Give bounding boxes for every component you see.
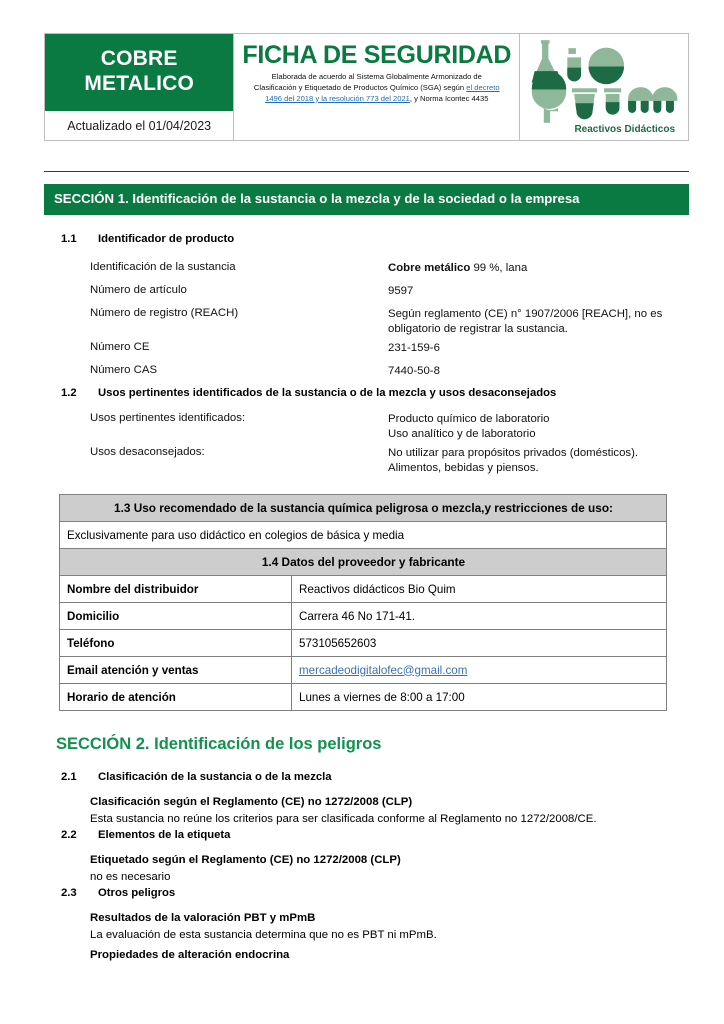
label-horario: Horario de atención xyxy=(60,684,292,711)
document-header xyxy=(44,33,689,141)
subsection-1-2-number: 1.2 xyxy=(61,387,77,399)
row-numero-articulo xyxy=(90,284,690,299)
value-usos-desaconsejados-line2: Alimentos, bebidas y piensos. xyxy=(388,461,539,474)
value-identificacion-sustancia-bold: Cobre metálico xyxy=(388,262,471,274)
table-row-1-4-header xyxy=(60,549,667,576)
row-identificacion-sustancia xyxy=(90,261,690,276)
value-domicilio: Carrera 46 No 171-41. xyxy=(292,603,667,630)
header-title-block xyxy=(234,34,520,140)
bioquim-logo-icon xyxy=(529,39,679,125)
email-link[interactable]: mercadeodigitalofec@gmail.com xyxy=(299,663,468,677)
subsection-2-1-subtitle: Clasificación según el Reglamento (CE) no 1272/2008 (CLP) xyxy=(90,796,413,808)
subtitle-text-part2: , y Norma Icontec 4435 xyxy=(409,93,489,103)
subsection-2-1-heading xyxy=(56,771,332,783)
row-numero-ce xyxy=(90,341,690,356)
label-usos-pertinentes: Usos pertinentes identificados: xyxy=(90,412,246,424)
header-logo-block xyxy=(520,34,688,140)
value-email-cell xyxy=(292,657,667,684)
subsection-2-3-title: Otros peligros xyxy=(98,887,176,899)
subsection-2-1-title: Clasificación de la sustancia o de la mezcla xyxy=(98,771,332,783)
value-usos-pertinentes-line1: Producto químico de laboratorio xyxy=(388,413,550,425)
last-updated-label: Actualizado el 01/04/2023 xyxy=(45,111,233,140)
subsection-2-2-title: Elementos de la etiqueta xyxy=(98,829,231,841)
value-horario: Lunes a viernes de 8:00 a 17:00 xyxy=(292,684,667,711)
section-1-header: SECCIÓN 1. Identificación de la sustancia o la mezcla y de la sociedad o la empresa xyxy=(44,184,689,215)
subsection-2-2-subtitle: Etiquetado según el Reglamento (CE) no 1272/2008 (CLP) xyxy=(90,854,401,866)
label-numero-articulo: Número de artículo xyxy=(90,284,187,296)
subsection-1-2-title: Usos pertinentes identificados de la sustancia o de la mezcla y usos desaconsejados xyxy=(98,387,557,399)
subsection-2-1-number: 2.1 xyxy=(61,771,77,783)
table-row-distribuidor xyxy=(60,576,667,603)
value-numero-registro-reach: Según reglamento (CE) n° 1907/2006 [REACH], no es obligatorio de registrar la sustancia. xyxy=(388,308,663,335)
row-numero-registro-reach xyxy=(90,307,690,337)
product-name-line2: METALICO xyxy=(84,71,195,95)
bioquim-logo xyxy=(529,39,679,135)
subsection-2-3-number: 2.3 xyxy=(61,887,77,899)
document-subtitle xyxy=(251,72,503,104)
table-row-1-3-content xyxy=(60,522,667,549)
label-telefono: Teléfono xyxy=(60,630,292,657)
label-usos-desaconsejados: Usos desaconsejados: xyxy=(90,446,205,458)
table-row-email xyxy=(60,657,667,684)
value-nombre-distribuidor: Reactivos didácticos Bio Quim xyxy=(292,576,667,603)
row-usos-pertinentes xyxy=(90,412,690,442)
subsection-2-3-heading xyxy=(56,887,175,899)
value-numero-articulo: 9597 xyxy=(388,285,414,297)
header-product-block xyxy=(45,34,234,140)
value-numero-ce: 231-159-6 xyxy=(388,342,440,354)
table-row-horario xyxy=(60,684,667,711)
subsection-1-2-heading xyxy=(56,387,556,399)
header-divider xyxy=(44,171,689,172)
subsection-2-2-text: no es necesario xyxy=(90,871,171,883)
value-usos-desaconsejados-line1: No utilizar para propósitos privados (domésticos). xyxy=(388,447,639,459)
label-numero-registro-reach: Número de registro (REACH) xyxy=(90,307,239,319)
header-1-3: 1.3 Uso recomendado de la sustancia química peligrosa o mezcla,y restricciones de uso: xyxy=(60,495,667,522)
value-identificacion-sustancia xyxy=(388,261,690,276)
subsection-2-2-heading xyxy=(56,829,230,841)
subsection-2-1-text: Esta sustancia no reúne los criterios para ser clasificada conforme al Reglamento no 1272/2008/CE. xyxy=(90,813,597,825)
subsection-1-1-number: 1.1 xyxy=(61,233,77,245)
subsection-2-3-subtitle: Resultados de la valoración PBT y mPmB xyxy=(90,912,316,924)
section-2-title: SECCIÓN 2. Identificación de los peligros xyxy=(56,735,382,753)
table-row-domicilio xyxy=(60,603,667,630)
product-name-line1: COBRE xyxy=(100,47,178,71)
row-usos-desaconsejados xyxy=(90,446,690,476)
value-telefono: 573105652603 xyxy=(292,630,667,657)
value-usos-pertinentes-line2: Uso analítico y de laboratorio xyxy=(388,427,536,440)
label-nombre-distribuidor: Nombre del distribuidor xyxy=(60,576,292,603)
label-numero-ce: Número CE xyxy=(90,341,150,353)
product-name-banner xyxy=(45,34,233,111)
subsection-2-3-text: La evaluación de esta sustancia determina que no es PBT ni mPmB. xyxy=(90,929,437,941)
label-domicilio: Domicilio xyxy=(60,603,292,630)
table-row-1-3-header xyxy=(60,495,667,522)
subtitle-text-part1: Elaborada de acuerdo al Sistema Globalmente Armonizado de Clasificación y Etiquetado de Productos Químico (SGA) según xyxy=(253,72,482,93)
value-usos-pertinentes xyxy=(388,412,690,442)
value-identificacion-sustancia-rest: 99 %, lana xyxy=(470,262,528,274)
content-1-3: Exclusivamente para uso didáctico en colegios de básica y media xyxy=(60,522,667,549)
subsection-1-1-title: Identificador de producto xyxy=(98,233,235,245)
subsection-2-2-number: 2.2 xyxy=(61,829,77,841)
header-1-4: 1.4 Datos del proveedor y fabricante xyxy=(60,549,667,576)
subsection-1-1-heading xyxy=(56,233,234,245)
supplier-info-table xyxy=(59,494,667,711)
label-numero-cas: Número CAS xyxy=(90,364,158,376)
regulation-link[interactable]: el decreto 1496 del 2018 y la resolución 773 del 2021 xyxy=(265,83,500,103)
subsection-2-3-subtitle-2: Propiedades de alteración endocrina xyxy=(90,949,290,961)
value-usos-desaconsejados xyxy=(388,446,673,476)
document-title: FICHA DE SEGURIDAD xyxy=(242,41,512,69)
label-email: Email atención y ventas xyxy=(60,657,292,684)
row-numero-cas xyxy=(90,364,690,379)
value-numero-cas: 7440-50-8 xyxy=(388,365,440,377)
logo-tagline: Reactivos Didácticos xyxy=(574,124,676,135)
table-row-telefono xyxy=(60,630,667,657)
label-identificacion-sustancia: Identificación de la sustancia xyxy=(90,261,236,273)
